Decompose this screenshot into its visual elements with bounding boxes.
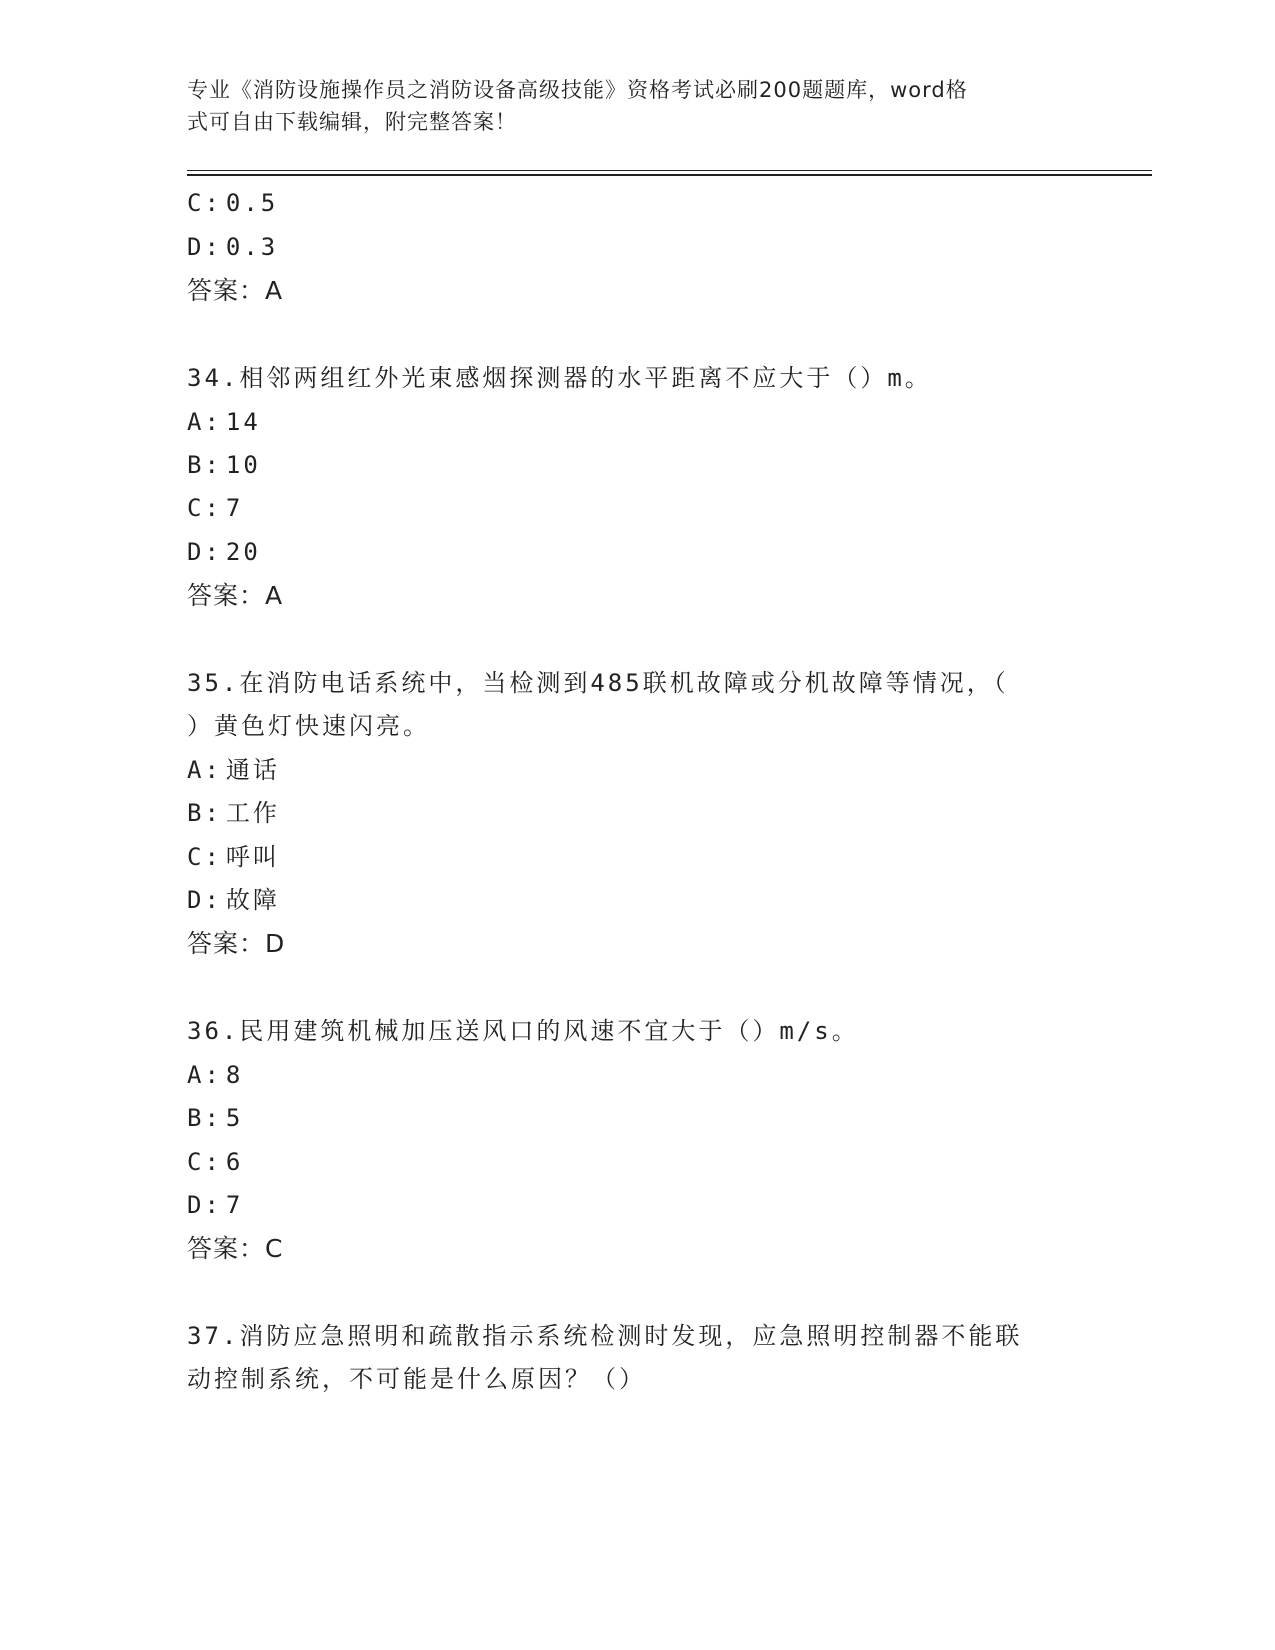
question-text: 在消防电话系统中，当检测到485联机故障或分机故障等情况，（ bbox=[239, 669, 1009, 697]
answer-line: 答案：D bbox=[187, 929, 286, 958]
header-divider-thick bbox=[187, 174, 1152, 176]
option-label: A: bbox=[187, 1061, 222, 1089]
option-text: 工作 bbox=[225, 799, 280, 827]
option-b bbox=[187, 1102, 243, 1134]
option-text: 8 bbox=[225, 1061, 244, 1089]
option-label: B: bbox=[187, 451, 222, 479]
question-number: 35. bbox=[187, 669, 240, 697]
option-label: C: bbox=[187, 494, 222, 522]
option-text: 通话 bbox=[225, 756, 280, 784]
option-text: 5 bbox=[225, 1104, 244, 1132]
option-a bbox=[187, 406, 261, 438]
option-text: 20 bbox=[225, 538, 261, 566]
option-text: 7 bbox=[225, 1191, 244, 1219]
option-b bbox=[187, 449, 261, 481]
question-35-stem-cont: ）黄色灯快速闪亮。 bbox=[187, 712, 430, 740]
question-35-stem bbox=[187, 667, 1009, 699]
question-number: 34. bbox=[187, 364, 240, 392]
option-d bbox=[187, 1189, 243, 1221]
option-d bbox=[187, 536, 261, 568]
option-a bbox=[187, 1059, 243, 1091]
option-b bbox=[187, 797, 280, 829]
option-c bbox=[187, 492, 243, 524]
option-c bbox=[187, 1146, 243, 1178]
document-header bbox=[187, 74, 1067, 138]
option-c bbox=[187, 841, 280, 873]
option-label: C: bbox=[187, 1148, 222, 1176]
option-d bbox=[187, 884, 280, 916]
question-37-stem bbox=[187, 1320, 1022, 1352]
option-text: 14 bbox=[225, 408, 261, 436]
option-d bbox=[187, 231, 278, 263]
option-label: D: bbox=[187, 233, 222, 261]
option-text: 10 bbox=[225, 451, 261, 479]
question-number: 36. bbox=[187, 1017, 240, 1045]
option-label: A: bbox=[187, 408, 222, 436]
option-label: B: bbox=[187, 1104, 222, 1132]
option-text: 6 bbox=[225, 1148, 244, 1176]
option-a bbox=[187, 754, 280, 786]
option-label: B: bbox=[187, 799, 222, 827]
option-text: 呼叫 bbox=[225, 843, 280, 871]
option-text: 0.3 bbox=[225, 233, 279, 261]
option-text: 0.5 bbox=[225, 189, 279, 217]
answer-line: 答案：A bbox=[187, 581, 284, 610]
option-label: C: bbox=[187, 843, 222, 871]
option-label: D: bbox=[187, 886, 222, 914]
option-label: D: bbox=[187, 538, 222, 566]
option-label: A: bbox=[187, 756, 222, 784]
header-title-line-2: 式可自由下载编辑，附完整答案！ bbox=[187, 110, 517, 134]
question-36-stem bbox=[187, 1015, 859, 1047]
option-text: 7 bbox=[225, 494, 244, 522]
question-text: 消防应急照明和疏散指示系统检测时发现，应急照明控制器不能联 bbox=[239, 1322, 1023, 1350]
question-37-stem-cont: 动控制系统，不可能是什么原因？（） bbox=[187, 1365, 646, 1393]
option-c bbox=[187, 187, 278, 219]
question-34-stem bbox=[187, 362, 932, 394]
option-label: D: bbox=[187, 1191, 222, 1219]
answer-line: 答案：A bbox=[187, 276, 284, 305]
header-title-line-1: 专业《消防设施操作员之消防设备高级技能》资格考试必刷200题题库，word格 bbox=[187, 78, 968, 102]
header-divider-thin bbox=[187, 170, 1152, 171]
answer-line: 答案：C bbox=[187, 1234, 284, 1263]
question-text: 民用建筑机械加压送风口的风速不宜大于（）m/s。 bbox=[239, 1017, 859, 1045]
option-text: 故障 bbox=[225, 886, 280, 914]
question-text: 相邻两组红外光束感烟探测器的水平距离不应大于（）m。 bbox=[239, 364, 932, 392]
option-label: C: bbox=[187, 189, 222, 217]
question-number: 37. bbox=[187, 1322, 240, 1350]
